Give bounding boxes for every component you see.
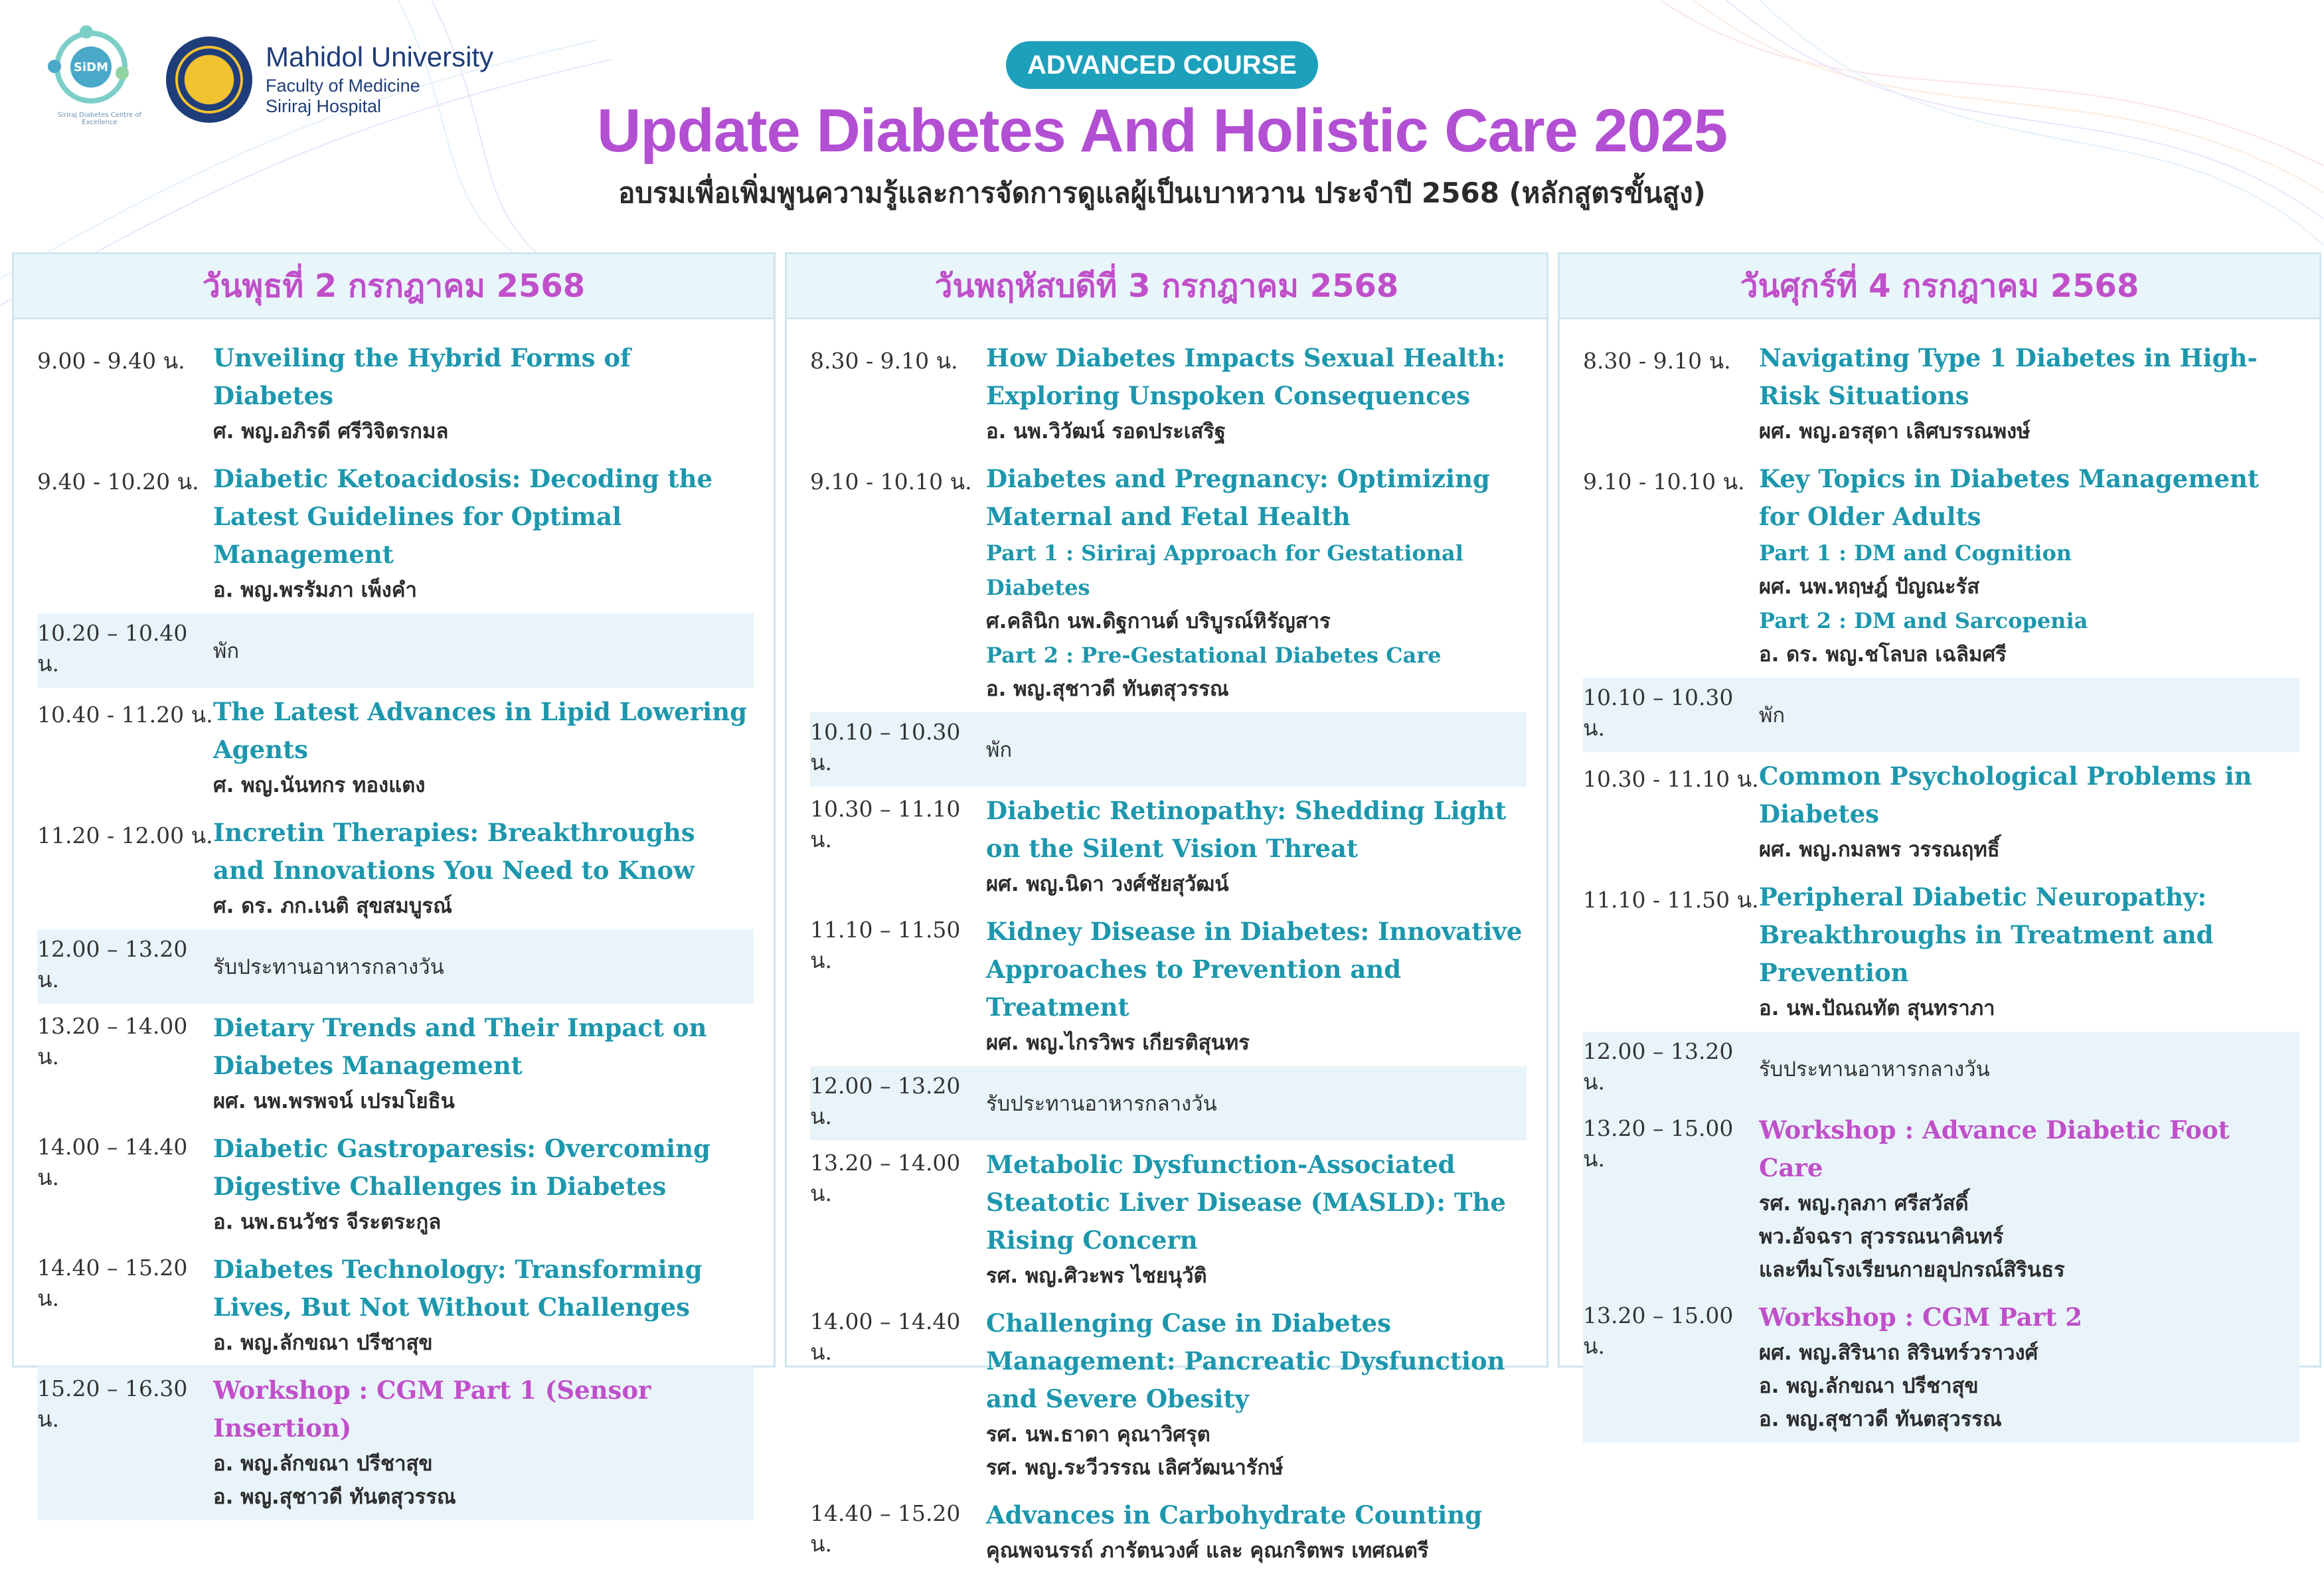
session-time: 12.00 – 13.20 น. [1583,1038,1734,1095]
session-row [37,1004,754,1125]
session-part-title: Part 1 : Siriraj Approach for Gestational Diabetes [986,540,1463,600]
session-time: 14.00 – 14.40 น. [37,1134,188,1190]
break-row [810,1066,1527,1141]
speaker-name: อ. พญ.สุชาวดี ทันตสุวรรณ [1759,1407,2002,1431]
session-row [37,455,754,613]
session-row [810,907,1527,1066]
session-content [213,1130,754,1239]
session-time: 9.10 - 10.10 น. [1583,469,1745,495]
session-row [810,1491,1527,1574]
session-content [213,1251,754,1360]
session-time: 11.20 - 12.00 น. [37,823,213,848]
session-row [810,1299,1527,1491]
session-content [986,339,1527,448]
session-time: 13.20 – 15.00 น. [1583,1115,1734,1172]
session-time: 13.20 – 15.00 น. [1583,1302,1734,1359]
speaker-name: ผศ. พญ.สิรินาถ สิรินทร์วราวงศ์ [1759,1341,2038,1365]
session-row [37,1245,754,1366]
session-content [213,1372,754,1514]
speaker-name: ศ. พญ.อภิรดี ศรีวิจิตรกมล [213,420,449,443]
speaker-name: ผศ. นพ.หฤษฎ์ ปัญณะรัส [1759,575,1980,599]
schedule-list [14,319,774,1520]
session-part-title: Part 2 : DM and Sarcopenia [1759,608,2088,633]
session-title: Diabetic Ketoacidosis: Decoding the Latest Guidelines for Optimal Management [213,464,713,569]
speaker-name: อ. นพ.วิวัฒน์ รอดประเสริฐ [986,420,1226,443]
session-row [810,787,1527,907]
break-label: พัก [213,639,240,663]
page-title: Update Diabetes And Holistic Care 2025 [596,97,1728,165]
speaker-name: อ. ดร. พญ.ชโลบล เฉลิมศรี [1759,643,2007,667]
day-header: วันพฤหัสบดีที่ 3 กรกฎาคม 2568 [787,254,1546,319]
session-content [1759,339,2299,448]
session-content [986,1146,1527,1293]
university-name: Mahidol University [266,41,494,72]
break-label: รับประทานอาหารกลางวัน [1759,1058,1990,1081]
session-content [1759,1299,2299,1436]
speaker-name: อ. พญ.สุชาวดี ทันตสุวรรณ [986,677,1229,701]
session-time: 14.40 – 15.20 น. [810,1500,961,1557]
workshop-title: Workshop : Advance Diabetic Foot Care [1759,1115,2230,1182]
break-label: พัก [986,738,1013,762]
day-column-3 [1558,252,2321,1431]
session-row [810,1141,1527,1299]
session-time: 10.40 - 11.20 น. [37,702,213,728]
session-title: Metabolic Dysfunction-Associated Steatotic Liver Disease (MASLD): The Rising Concern [986,1150,1506,1255]
header [0,0,2324,239]
speaker-name: และทีมโรงเรียนกายอุปกรณ์สิรินธร [1759,1258,2065,1282]
session-time: 10.30 – 11.10 น. [810,796,961,852]
speaker-name: อ. พญ.สุชาวดี ทันตสุวรรณ [213,1485,456,1509]
session-time: 10.30 - 11.10 น. [1583,766,1759,792]
session-title: Challenging Case in Diabetes Management: Pancreatic Dysfunction and Severe Obesity [986,1308,1505,1413]
session-content [986,792,1527,901]
speaker-name: ศ.คลินิก นพ.ดิฐกานต์ บริบูรณ์หิรัญสาร [986,609,1331,633]
workshop-title: Workshop : CGM Part 2 [1759,1302,2082,1332]
speaker-name: ผศ. นพ.พรพจน์ เปรมโยธิน [213,1089,455,1113]
session-time: 11.10 – 11.50 น. [810,917,961,973]
session-time: 10.10 – 10.30 น. [810,719,961,775]
speaker-name: ผศ. พญ.อรสุดา เลิศบรรณพงษ์ [1759,420,2031,443]
session-title: Incretin Therapies: Breakthroughs and Innovations You Need to Know [213,818,695,885]
session-time: 15.20 – 16.30 น. [37,1376,188,1432]
break-row [1583,1032,2299,1106]
session-row [37,1125,754,1245]
session-row [1583,455,2299,678]
session-time: 9.00 - 9.40 น. [37,348,185,374]
faculty-name: Faculty of Medicine [266,76,420,96]
workshop-row [37,1366,754,1520]
speaker-name: อ. พญ.ลักขณา ปรีชาสุข [1759,1374,1979,1398]
session-time: 12.00 – 13.20 น. [37,936,188,992]
workshop-title: Workshop : CGM Part 1 (Sensor Insertion) [213,1376,651,1443]
session-time: 8.30 - 9.10 น. [810,348,958,374]
session-title: Diabetic Retinopathy: Shedding Light on the Silent Vision Threat [986,796,1507,863]
break-row [1583,678,2299,752]
speaker-name: รศ. พญ.ระวีวรรณ เลิศวัฒนารักษ์ [986,1456,1284,1480]
session-row [810,334,1527,455]
workshop-row [1583,1293,2299,1443]
session-row [1583,873,2299,1032]
speaker-name: ศ. พญ.นันทกร ทองแตง [213,773,426,797]
sidm-caption: Siriraj Diabetes Centre of Excellence [57,112,142,126]
speaker-name: ผศ. พญ.กมลพร วรรณฤทธิ์ [1759,838,2000,862]
speaker-name: รศ. พญ.กุลภา ศรีสวัสดิ์ [1759,1192,1969,1216]
break-row [37,613,754,688]
day-header: วันพุธที่ 2 กรกฎาคม 2568 [14,254,774,319]
session-time: 11.10 - 11.50 น. [1583,887,1759,913]
session-content [1759,1111,2299,1287]
session-content [213,460,754,607]
page-subtitle: อบรมเพื่อเพิ่มพูนความรู้และการจัดการดูแลผู้เป็นเบาหวาน ประจำปี 2568 (หลักสูตรขั้นสูง) [618,177,1706,209]
session-title: Common Psychological Problems in Diabetes [1759,761,2252,828]
day-header: วันศุกร์ที่ 4 กรกฎาคม 2568 [1560,254,2319,319]
session-time: 10.20 – 10.40 น. [37,620,188,676]
session-content [1759,878,2299,1025]
break-row [37,929,754,1004]
session-title: Unveiling the Hybrid Forms of Diabetes [213,343,631,410]
session-content [1759,460,2299,671]
session-content [213,339,754,448]
session-time: 14.00 – 14.40 น. [810,1308,961,1365]
speaker-name: รศ. พญ.ศิวะพร ไชยนุวัติ [986,1264,1207,1288]
session-content [213,693,754,802]
break-label: รับประทานอาหารกลางวัน [213,955,444,979]
speaker-name: พว.อัจฉรา สุวรรณนาคินทร์ [1759,1225,2004,1249]
speaker-name: คุณพจนรรถ์ ภารัตนวงศ์ และ คุณกริตพร เทศณตรี [986,1539,1429,1563]
speaker-name: อ. นพ.ปัณณทัต สุนทราภา [1759,996,1995,1020]
session-part-title: Part 2 : Pre-Gestational Diabetes Care [986,643,1442,668]
session-title: Diabetes Technology: Transforming Lives, But Not Without Challenges [213,1255,703,1322]
session-row [1583,334,2299,455]
session-row [37,809,754,929]
session-row [37,688,754,809]
workshop-row [1583,1106,2299,1293]
break-label: รับประทานอาหารกลางวัน [986,1092,1217,1116]
session-time: 8.30 - 9.10 น. [1583,348,1731,374]
session-title: The Latest Advances in Lipid Lowering Agents [213,697,748,764]
session-title: How Diabetes Impacts Sexual Health: Exploring Unspoken Consequences [986,343,1506,410]
course-level-badge: ADVANCED COURSE [1006,41,1318,89]
speaker-name: อ. พญ.ลักขณา ปรีชาสุข [213,1452,433,1476]
speaker-name: ผศ. พญ.ไกรวิพร เกียรติสุนทร [986,1031,1250,1055]
speaker-name: ศ. ดร. ภก.เนติ สุขสมบูรณ์ [213,894,452,918]
schedule-list [787,319,1546,1574]
speaker-name: รศ. นพ.ธาดา คุณาวิศรุต [986,1423,1210,1447]
session-time: 14.40 – 15.20 น. [37,1255,188,1311]
speaker-name: ผศ. พญ.นิดา วงศ์ชัยสุวัฒน์ [986,872,1229,896]
session-content [986,460,1527,706]
session-title: Advances in Carbohydrate Counting [986,1500,1483,1530]
session-row [37,334,754,455]
session-content [1759,757,2299,866]
sidm-logo-text: SiDM [70,46,112,88]
session-time: 13.20 – 14.00 น. [810,1150,961,1206]
session-row [810,455,1527,712]
session-part-title: Part 1 : DM and Cognition [1759,540,2072,566]
session-title: Key Topics in Diabetes Management for Older Adults [1759,464,2260,531]
session-content [986,913,1527,1060]
session-time: 12.00 – 13.20 น. [810,1073,961,1129]
session-time: 9.40 - 10.20 น. [37,469,199,495]
session-content [213,1009,754,1118]
session-title: Dietary Trends and Their Impact on Diabetes Management [213,1013,707,1080]
schedule-list [1560,319,2319,1443]
session-row [1583,752,2299,873]
session-title: Diabetic Gastroparesis: Overcoming Digestive Challenges in Diabetes [213,1134,710,1201]
break-label: พัก [1759,704,1785,728]
session-title: Kidney Disease in Diabetes: Innovative Approaches to Prevention and Treatment [986,917,1523,1022]
session-time: 9.10 - 10.10 น. [810,469,972,495]
session-content [986,1496,1527,1567]
break-row [810,712,1527,787]
hospital-name: Siriraj Hospital [266,96,382,116]
session-time: 10.10 – 10.30 น. [1583,684,1734,741]
speaker-name: อ. พญ.พรรัมภา เพ็งคำ [213,578,417,602]
session-content [986,1304,1527,1484]
session-title: Diabetes and Pregnancy: Optimizing Maternal and Fetal Health [986,464,1490,531]
day-column-2 [785,252,1548,1563]
session-content [213,814,754,923]
speaker-name: อ. นพ.ธนวัชร จีระตระกูล [213,1210,442,1234]
day-column-1 [12,252,776,1509]
session-title: Navigating Type 1 Diabetes in High-Risk Situations [1759,343,2258,410]
session-title: Peripheral Diabetic Neuropathy: Breakthroughs in Treatment and Prevention [1759,882,2214,987]
speaker-name: อ. พญ.ลักขณา ปรีชาสุข [213,1331,433,1355]
session-time: 13.20 – 14.00 น. [37,1013,188,1069]
